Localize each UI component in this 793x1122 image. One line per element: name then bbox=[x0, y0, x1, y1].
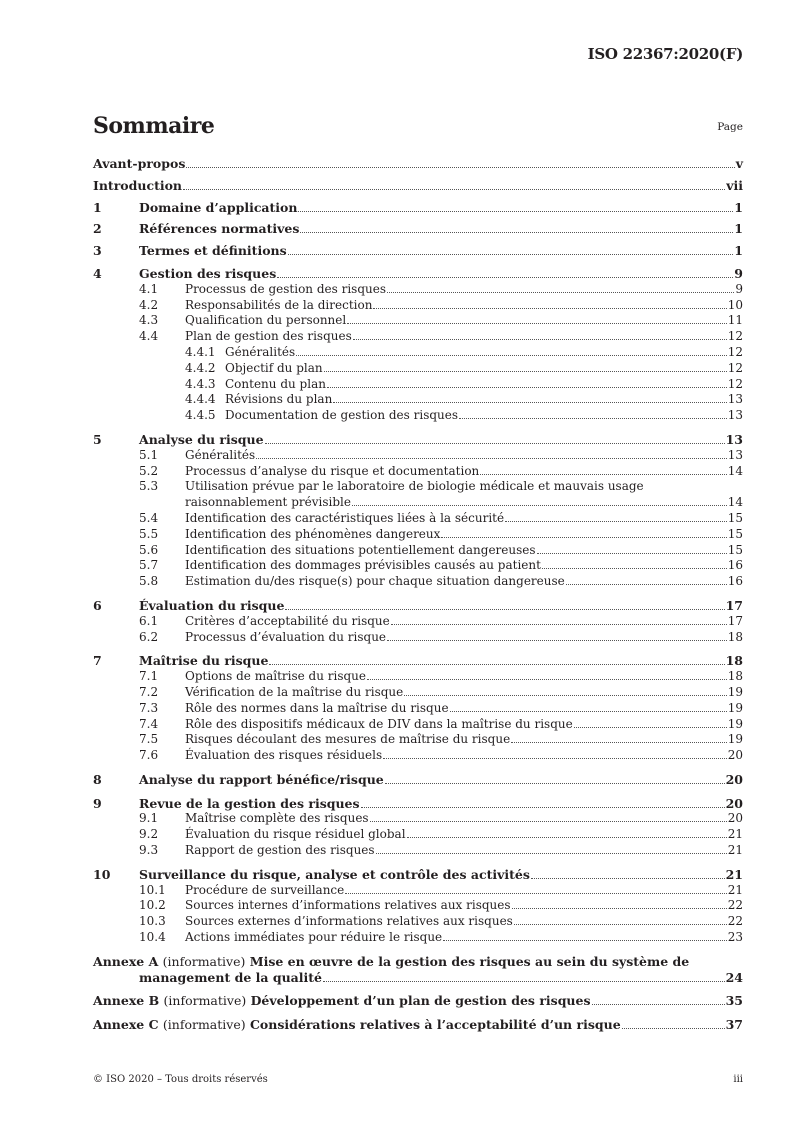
toc-entry-4-4-3[interactable]: 4.4.3 Contenu du plan 12 bbox=[185, 376, 743, 391]
leader-dots bbox=[347, 322, 726, 324]
toc-entry-section-5[interactable]: 5 Analyse du risque 13 bbox=[93, 431, 743, 447]
leader-dots bbox=[352, 504, 727, 506]
leader-dots bbox=[566, 583, 727, 585]
leader-dots bbox=[622, 1027, 725, 1029]
leader-dots bbox=[327, 386, 727, 388]
page-number: iii bbox=[733, 1074, 743, 1085]
leader-dots bbox=[323, 980, 725, 982]
toc-entry-annex-c[interactable]: Annexe C (informative) Considérations relatives à l’acceptabilité d’un risque 37 bbox=[93, 1017, 743, 1033]
toc-entry-6-2[interactable]: 6.2 Processus d’évaluation du risque 18 bbox=[139, 629, 743, 644]
toc-entry-5-3[interactable]: 5.3 Utilisation prévue par le laboratoire de biologie médicale et mauvais usage raisonnablement prévisible 14 bbox=[139, 479, 743, 510]
toc-entry-5-1[interactable]: 5.1 Généralités 13 bbox=[139, 447, 743, 462]
toc-entry-10-2[interactable]: 10.2 Sources internes d’informations relatives aux risques 22 bbox=[139, 898, 743, 913]
toc-entry-section-10[interactable]: 10 Surveillance du risque, analyse et contrôle des activités 21 bbox=[93, 866, 743, 882]
toc-entry-4-1[interactable]: 4.1 Processus de gestion des risques 9 bbox=[139, 281, 743, 296]
toc-entry-9-2[interactable]: 9.2 Évaluation du risque résiduel global 21 bbox=[139, 827, 743, 842]
leader-dots bbox=[345, 892, 726, 894]
leader-dots bbox=[387, 639, 727, 641]
leader-dots bbox=[383, 757, 727, 759]
page-title: Sommaire bbox=[93, 113, 215, 139]
leader-dots bbox=[269, 663, 724, 665]
leader-dots bbox=[298, 210, 733, 212]
leader-dots bbox=[459, 417, 727, 419]
leader-dots bbox=[385, 782, 725, 784]
toc-entry-section-8[interactable]: 8 Analyse du rapport bénéfice/risque 20 bbox=[93, 771, 743, 787]
toc-entry-section-3[interactable]: 3 Termes et définitions 1 bbox=[93, 243, 743, 259]
leader-dots bbox=[441, 536, 726, 538]
leader-dots bbox=[186, 166, 734, 168]
leader-dots bbox=[537, 552, 727, 554]
leader-dots bbox=[288, 253, 734, 255]
leader-dots bbox=[574, 726, 727, 728]
toc-entry-10-1[interactable]: 10.1 Procédure de surveillance 21 bbox=[139, 882, 743, 897]
toc-entry-annex-a[interactable]: Annexe A (informative) Mise en œuvre de la gestion des risques au sein du système de management de la qualité 24 bbox=[93, 953, 743, 985]
leader-dots bbox=[443, 939, 727, 941]
toc-entry-5-2[interactable]: 5.2 Processus d’analyse du risque et documentation 14 bbox=[139, 463, 743, 478]
leader-dots bbox=[391, 623, 727, 625]
toc-entry-9-3[interactable]: 9.3 Rapport de gestion des risques 21 bbox=[139, 843, 743, 858]
toc-entry-4-2[interactable]: 4.2 Responsabilités de la direction 10 bbox=[139, 297, 743, 312]
toc-entry-4-4-1[interactable]: 4.4.1 Généralités 12 bbox=[185, 344, 743, 359]
toc-entry-7-3[interactable]: 7.3 Rôle des normes dans la maîtrise du risque 19 bbox=[139, 700, 743, 715]
toc-entry-10-4[interactable]: 10.4 Actions immédiates pour réduire le risque 23 bbox=[139, 930, 743, 945]
leader-dots bbox=[505, 520, 727, 522]
leader-dots bbox=[387, 291, 734, 293]
leader-dots bbox=[373, 307, 726, 309]
leader-dots bbox=[592, 1003, 725, 1005]
leader-dots bbox=[300, 231, 733, 233]
leader-dots bbox=[285, 608, 724, 610]
leader-dots bbox=[511, 741, 727, 743]
toc-entry-7-5[interactable]: 7.5 Risques découlant des mesures de maîtrise du risque 19 bbox=[139, 732, 743, 747]
toc-entry-section-2[interactable]: 2 Références normatives 1 bbox=[93, 221, 743, 237]
toc-entry-4-3[interactable]: 4.3 Qualification du personnel 11 bbox=[139, 313, 743, 328]
copyright-notice: © ISO 2020 – Tous droits réservés bbox=[93, 1074, 268, 1085]
toc-entry-4-4-4[interactable]: 4.4.4 Révisions du plan 13 bbox=[185, 392, 743, 407]
page-column-label: Page bbox=[717, 121, 743, 133]
toc-entry-5-8[interactable]: 5.8 Estimation du/des risque(s) pour chaque situation dangereuse 16 bbox=[139, 574, 743, 589]
toc-entry-7-1[interactable]: 7.1 Options de maîtrise du risque 18 bbox=[139, 669, 743, 684]
leader-dots bbox=[480, 473, 726, 475]
toc-entry-section-9[interactable]: 9 Revue de la gestion des risques 20 bbox=[93, 795, 743, 811]
toc-entry-section-6[interactable]: 6 Évaluation du risque 17 bbox=[93, 597, 743, 613]
table-of-contents bbox=[93, 156, 743, 1033]
toc-entry-4-4[interactable]: 4.4 Plan de gestion des risques 12 bbox=[139, 329, 743, 344]
leader-dots bbox=[183, 188, 725, 190]
toc-entry-5-6[interactable]: 5.6 Identification des situations potentiellement dangereuses 15 bbox=[139, 542, 743, 557]
leader-dots bbox=[353, 338, 727, 340]
toc-entry-6-1[interactable]: 6.1 Critères d’acceptabilité du risque 17 bbox=[139, 613, 743, 628]
leader-dots bbox=[277, 276, 733, 278]
leader-dots bbox=[407, 836, 727, 838]
leader-dots bbox=[296, 354, 727, 356]
toc-entry-7-6[interactable]: 7.6 Évaluation des risques résiduels 20 bbox=[139, 748, 743, 763]
toc-entry-section-1[interactable]: 1 Domaine d’application 1 bbox=[93, 199, 743, 215]
toc-entry-section-7[interactable]: 7 Maîtrise du risque 18 bbox=[93, 653, 743, 669]
toc-entry-5-5[interactable]: 5.5 Identification des phénomènes dangereux 15 bbox=[139, 526, 743, 541]
leader-dots bbox=[324, 370, 727, 372]
toc-entry-5-4[interactable]: 5.4 Identification des caractéristiques liées à la sécurité 15 bbox=[139, 510, 743, 525]
leader-dots bbox=[542, 567, 727, 569]
leader-dots bbox=[361, 806, 725, 808]
leader-dots bbox=[404, 694, 726, 696]
document-code: ISO 22367:2020(F) bbox=[587, 45, 743, 63]
toc-entry-introduction[interactable]: Introduction vii bbox=[93, 177, 743, 193]
leader-dots bbox=[514, 923, 727, 925]
leader-dots bbox=[333, 401, 726, 403]
leader-dots bbox=[512, 907, 727, 909]
leader-dots bbox=[265, 442, 725, 444]
leader-dots bbox=[531, 877, 725, 879]
toc-entry-section-4[interactable]: 4 Gestion des risques 9 bbox=[93, 265, 743, 281]
leader-dots bbox=[376, 852, 727, 854]
leader-dots bbox=[450, 710, 727, 712]
toc-entry-5-7[interactable]: 5.7 Identification des dommages prévisibles causés au patient 16 bbox=[139, 558, 743, 573]
toc-entry-9-1[interactable]: 9.1 Maîtrise complète des risques 20 bbox=[139, 811, 743, 826]
leader-dots bbox=[367, 678, 727, 680]
toc-entry-7-2[interactable]: 7.2 Vérification de la maîtrise du risque 19 bbox=[139, 684, 743, 699]
toc-entry-annex-b[interactable]: Annexe B (informative) Développement d’un plan de gestion des risques 35 bbox=[93, 993, 743, 1009]
toc-entry-4-4-5[interactable]: 4.4.5 Documentation de gestion des risques 13 bbox=[185, 408, 743, 423]
leader-dots bbox=[370, 820, 727, 822]
toc-entry-7-4[interactable]: 7.4 Rôle des dispositifs médicaux de DIV dans la maîtrise du risque 19 bbox=[139, 716, 743, 731]
toc-entry-4-4-2[interactable]: 4.4.2 Objectif du plan 12 bbox=[185, 360, 743, 375]
toc-entry-avant-propos[interactable]: Avant-propos v bbox=[93, 156, 743, 171]
toc-entry-10-3[interactable]: 10.3 Sources externes d’informations relatives aux risques 22 bbox=[139, 914, 743, 929]
leader-dots bbox=[256, 457, 727, 459]
